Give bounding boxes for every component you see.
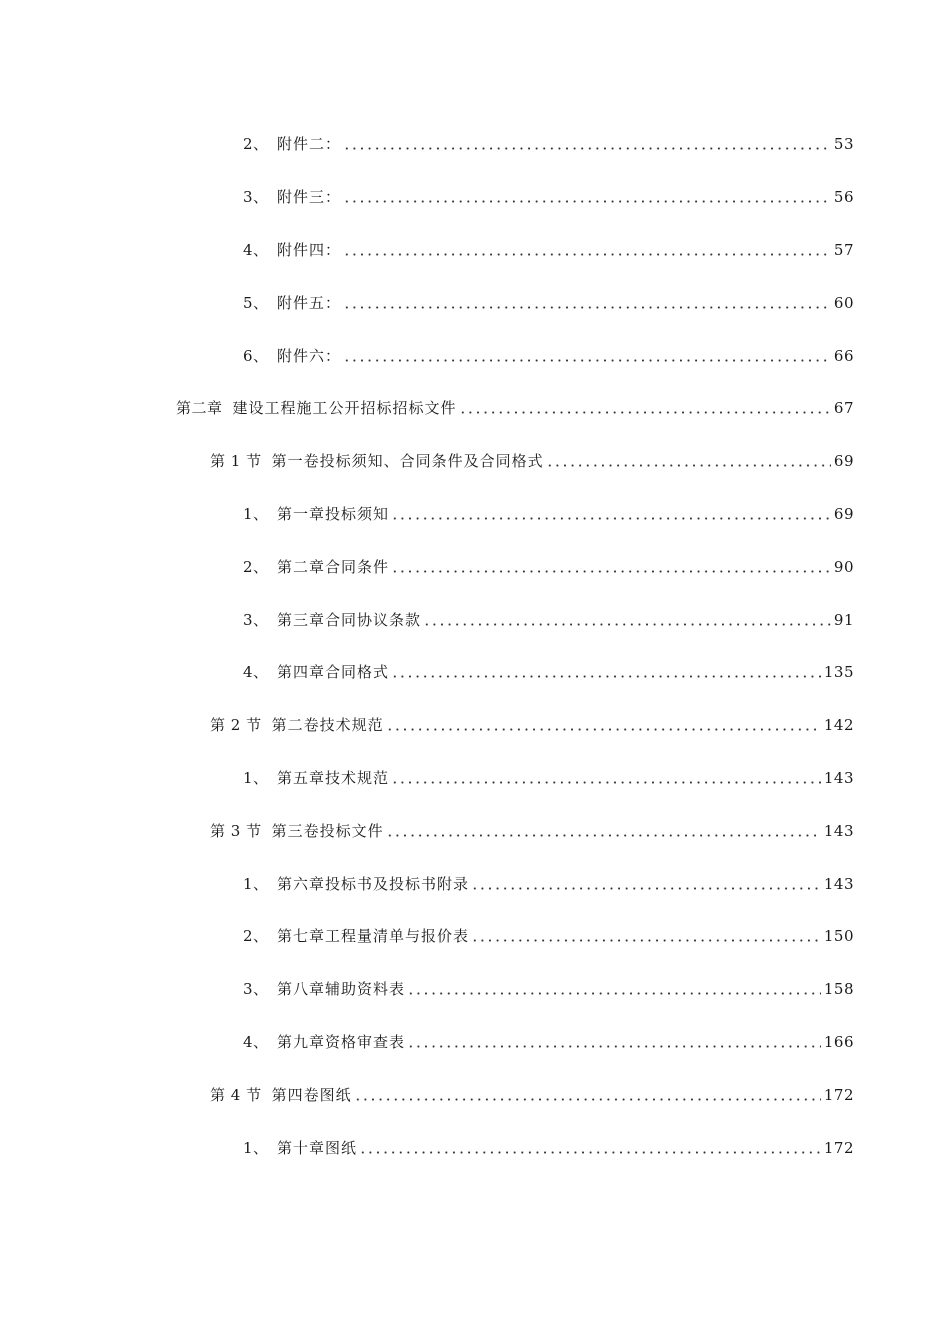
toc-entry-title: 附件四： <box>277 240 342 259</box>
toc-entry-page: 150 <box>823 927 854 946</box>
dot-leader <box>343 240 831 260</box>
toc-entry-title: 第二卷技术规范 <box>271 716 384 735</box>
toc-entry-number: 4、 <box>243 240 269 259</box>
toc-entry-page: 56 <box>833 188 854 207</box>
toc-entry-title: 第三章合同协议条款 <box>277 610 422 629</box>
toc-entry-page: 66 <box>833 346 854 365</box>
toc-entry-number: 第 3 节 <box>210 821 262 840</box>
toc-entry-title: 附件五： <box>277 293 342 312</box>
toc-entry-page: 53 <box>833 135 854 154</box>
toc-entry-title: 附件二： <box>277 135 342 154</box>
dot-leader <box>343 293 831 313</box>
toc-entry-number: 2、 <box>243 135 269 154</box>
dot-leader <box>546 451 831 471</box>
toc-entry-number: 第二章 <box>176 399 223 418</box>
toc-entry-page: 135 <box>823 663 854 682</box>
toc-entry-title: 第一卷投标须知、合同条件及合同格式 <box>271 452 544 471</box>
toc-entry-title: 第六章投标书及投标书附录 <box>277 874 470 893</box>
toc-entry-number: 1、 <box>243 874 269 893</box>
toc-entry-title: 第八章辅助资料表 <box>277 980 406 999</box>
dot-leader <box>407 1032 821 1052</box>
toc-entry <box>0 1121 950 1174</box>
dot-leader <box>391 662 821 682</box>
toc-entry-title: 附件六： <box>277 346 342 365</box>
toc-section-entry <box>0 1068 950 1121</box>
table-of-contents <box>0 118 950 1174</box>
dot-leader <box>391 768 821 788</box>
toc-entry-number: 1、 <box>243 768 269 787</box>
toc-entry-title: 附件三： <box>277 188 342 207</box>
toc-entry-number: 1、 <box>243 504 269 523</box>
toc-entry-number: 3、 <box>243 980 269 999</box>
dot-leader <box>343 346 831 366</box>
toc-entry-page: 143 <box>823 874 854 893</box>
toc-entry-number: 3、 <box>243 610 269 629</box>
toc-section-entry <box>0 699 950 752</box>
toc-entry-page: 172 <box>823 1085 854 1104</box>
dot-leader <box>354 1085 821 1105</box>
toc-entry-number: 5、 <box>243 293 269 312</box>
toc-entry-title: 第九章资格审查表 <box>277 1032 406 1051</box>
dot-leader <box>343 187 831 207</box>
toc-entry <box>0 171 950 224</box>
toc-entry-page: 166 <box>823 1032 854 1051</box>
toc-chapter-entry <box>0 382 950 435</box>
toc-entry-title: 第一章投标须知 <box>277 504 390 523</box>
toc-entry <box>0 224 950 277</box>
toc-entry-title: 第七章工程量清单与报价表 <box>277 927 470 946</box>
dot-leader <box>471 874 821 894</box>
toc-section-entry <box>0 804 950 857</box>
toc-entry <box>0 963 950 1016</box>
toc-entry-number: 2、 <box>243 557 269 576</box>
toc-entry-page: 60 <box>833 293 854 312</box>
toc-entry-title: 第四卷图纸 <box>271 1085 352 1104</box>
toc-entry-title: 第十章图纸 <box>277 1138 358 1157</box>
toc-entry <box>0 910 950 963</box>
dot-leader <box>459 398 831 418</box>
dot-leader <box>423 610 831 630</box>
dot-leader <box>407 979 821 999</box>
toc-entry <box>0 1016 950 1069</box>
toc-entry-number: 第 2 节 <box>210 716 262 735</box>
dot-leader <box>471 926 821 946</box>
toc-entry-number: 4、 <box>243 1032 269 1051</box>
toc-entry-number: 6、 <box>243 346 269 365</box>
toc-entry <box>0 540 950 593</box>
toc-entry-number: 1、 <box>243 1138 269 1157</box>
toc-entry <box>0 752 950 805</box>
toc-entry-number: 第 4 节 <box>210 1085 262 1104</box>
toc-entry-number: 2、 <box>243 927 269 946</box>
toc-entry-title: 建设工程施工公开招标招标文件 <box>232 399 457 418</box>
dot-leader <box>391 504 831 524</box>
toc-entry <box>0 593 950 646</box>
toc-entry-title: 第三卷投标文件 <box>271 821 384 840</box>
toc-entry-title: 第二章合同条件 <box>277 557 390 576</box>
dot-leader <box>343 134 831 154</box>
toc-entry-page: 142 <box>823 716 854 735</box>
toc-entry-number: 第 1 节 <box>210 452 262 471</box>
toc-entry-title: 第四章合同格式 <box>277 663 390 682</box>
toc-entry-page: 172 <box>823 1138 854 1157</box>
toc-entry <box>0 857 950 910</box>
toc-entry-title: 第五章技术规范 <box>277 768 390 787</box>
dot-leader <box>386 715 821 735</box>
dot-leader <box>359 1138 821 1158</box>
toc-entry <box>0 488 950 541</box>
toc-entry-page: 158 <box>823 980 854 999</box>
toc-entry-page: 57 <box>833 240 854 259</box>
toc-entry-page: 90 <box>833 557 854 576</box>
dot-leader <box>386 821 821 841</box>
toc-section-entry <box>0 435 950 488</box>
toc-entry <box>0 118 950 171</box>
toc-entry <box>0 329 950 382</box>
toc-entry-page: 143 <box>823 821 854 840</box>
toc-entry-number: 4、 <box>243 663 269 682</box>
toc-entry <box>0 276 950 329</box>
toc-entry-page: 69 <box>833 452 854 471</box>
toc-entry-page: 143 <box>823 768 854 787</box>
toc-entry-number: 3、 <box>243 188 269 207</box>
toc-entry-page: 91 <box>833 610 854 629</box>
toc-entry-page: 69 <box>833 504 854 523</box>
toc-entry-page: 67 <box>833 399 854 418</box>
toc-entry <box>0 646 950 699</box>
dot-leader <box>391 557 831 577</box>
